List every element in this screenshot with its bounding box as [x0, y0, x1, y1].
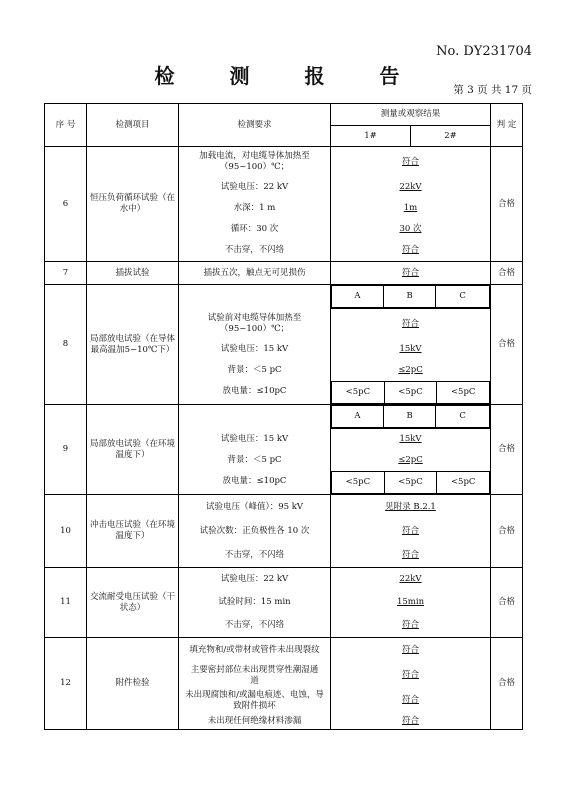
row-requirement	[179, 285, 331, 405]
row-requirement	[179, 495, 331, 568]
discharge-value: <5pC	[437, 382, 490, 404]
phase-label: B	[383, 286, 435, 308]
header-sample-2: 2#	[411, 126, 491, 147]
result-value: 符合	[402, 156, 420, 167]
result-value: 见附录 B.2.1	[385, 501, 436, 512]
row-seq: 12	[45, 638, 87, 730]
row-item: 恒压负荷循环试验（在水中）	[87, 147, 179, 262]
row-seq: 6	[45, 147, 87, 262]
row-requirement: 插拔五次，触点无可见损伤	[179, 262, 331, 285]
req-line: 未出现腐蚀和/或漏电痕迹、电蚀，导致附件损坏	[185, 689, 324, 711]
result-value: ≤2pC	[398, 365, 423, 376]
req-line: 试验电压：22 kV	[220, 574, 289, 585]
req-line: 背景：＜5 pC	[227, 454, 282, 465]
req-line: 试验前对电缆导体加热至（95~100）℃；	[207, 312, 302, 334]
row-result	[331, 147, 491, 262]
result-value: 符合	[402, 549, 420, 560]
report-table	[44, 103, 523, 730]
row-item: 插拔试验	[87, 262, 179, 285]
table-row	[45, 147, 523, 262]
row-requirement	[179, 147, 331, 262]
row-result	[331, 495, 491, 568]
req-line: 不击穿，不闪络	[224, 620, 285, 631]
result-value: 15kV	[399, 344, 422, 355]
row-judge: 合格	[491, 568, 523, 638]
req-line: 放电量：≤10pC	[222, 385, 287, 396]
header-sample-1: 1#	[331, 126, 411, 147]
discharge-value: <5pC	[437, 472, 490, 494]
req-line: 主要密封部位未出现贯穿性潮湿通道	[190, 664, 319, 686]
row-item: 附件检验	[87, 638, 179, 730]
row-judge: 合格	[491, 262, 523, 285]
row-seq: 7	[45, 262, 87, 285]
discharge-value: <5pC	[384, 472, 437, 494]
row-item: 交流耐受电压试验（干状态）	[87, 568, 179, 638]
result-value: 30 次	[399, 224, 422, 235]
row-result	[331, 285, 491, 405]
req-line: 水深：1 m	[233, 203, 276, 214]
row-judge: 合格	[491, 638, 523, 730]
table-row	[45, 262, 523, 285]
result-value: 1m	[403, 203, 418, 214]
row-item: 局部放电试验（在环境温度下）	[87, 405, 179, 495]
req-line: 放电量：≤10pC	[222, 475, 287, 486]
result-value: 符合	[402, 525, 420, 536]
header-result: 测量或观察结果	[331, 104, 491, 126]
table-row	[45, 638, 523, 730]
result-value: 符合	[402, 620, 420, 631]
req-line: 试验电压（峰值）：95 kV	[205, 501, 304, 512]
table-row	[45, 495, 523, 568]
discharge-value: <5pC	[332, 472, 385, 494]
header-requirement: 检测要求	[179, 104, 331, 147]
result-value: 符合	[402, 695, 420, 706]
result-value: 符合	[402, 645, 420, 656]
row-result	[331, 568, 491, 638]
req-line: 填充物和/或带材或管件未出现裂纹	[189, 645, 320, 656]
table-row	[45, 405, 523, 495]
row-requirement	[179, 405, 331, 495]
result-value: 符合	[402, 245, 420, 256]
table-row	[45, 285, 523, 405]
req-line: 不击穿，不闪络	[224, 245, 285, 256]
row-result	[331, 405, 491, 495]
row-seq: 11	[45, 568, 87, 638]
req-line: 试验电压：22 kV	[220, 182, 289, 193]
req-line: 不击穿，不闪络	[224, 549, 285, 560]
row-seq: 10	[45, 495, 87, 568]
report-number: No. DY231704	[436, 44, 532, 59]
result-value: 符合	[402, 715, 420, 726]
phase-label: A	[332, 286, 384, 308]
result-value: 符合	[402, 670, 420, 681]
req-line: 试验时间：15 min	[218, 597, 291, 608]
row-seq: 8	[45, 285, 87, 405]
page-info: 第 3 页 共 17 页	[453, 84, 532, 96]
phase-label: A	[332, 406, 384, 428]
header-seq: 序 号	[45, 104, 87, 147]
req-line: 试验次数：正负极性各 10 次	[199, 525, 310, 536]
result-value: 符合	[402, 318, 420, 329]
req-line: 加载电流，对电缆导体加热至（95~100）℃；	[199, 151, 310, 172]
row-result	[331, 638, 491, 730]
discharge-value: <5pC	[384, 382, 437, 404]
table-header-row	[45, 104, 523, 126]
result-value: 22kV	[399, 574, 422, 585]
row-item: 局部放电试验（在导体最高温加5~10℃下）	[87, 285, 179, 405]
header-item: 检测项目	[87, 104, 179, 147]
result-value: 符合	[402, 267, 420, 278]
row-judge: 合格	[491, 285, 523, 405]
req-line: 试验电压：15 kV	[220, 433, 289, 444]
phase-label: C	[436, 286, 490, 308]
result-value: 15kV	[399, 434, 422, 445]
req-line: 试验电压：15 kV	[220, 343, 289, 354]
discharge-value: <5pC	[332, 382, 385, 404]
phase-label: C	[436, 406, 490, 428]
row-seq: 9	[45, 405, 87, 495]
result-value: 15min	[396, 597, 425, 608]
header-judge: 判 定	[491, 104, 523, 147]
row-judge: 合格	[491, 495, 523, 568]
req-line: 循环：30 次	[230, 224, 279, 235]
req-line: 背景：＜5 pC	[227, 364, 282, 375]
row-requirement	[179, 638, 331, 730]
row-item: 冲击电压试验（在环境温度下）	[87, 495, 179, 568]
row-judge: 合格	[491, 147, 523, 262]
page-title: 检 测 报 告	[154, 64, 424, 88]
row-requirement	[179, 568, 331, 638]
row-judge: 合格	[491, 405, 523, 495]
phase-label: B	[383, 406, 435, 428]
req-line: 未出现任何绝缘材料渗漏	[207, 715, 302, 726]
table-row	[45, 568, 523, 638]
result-value: ≤2pC	[398, 455, 423, 466]
result-value: 22kV	[399, 182, 422, 193]
